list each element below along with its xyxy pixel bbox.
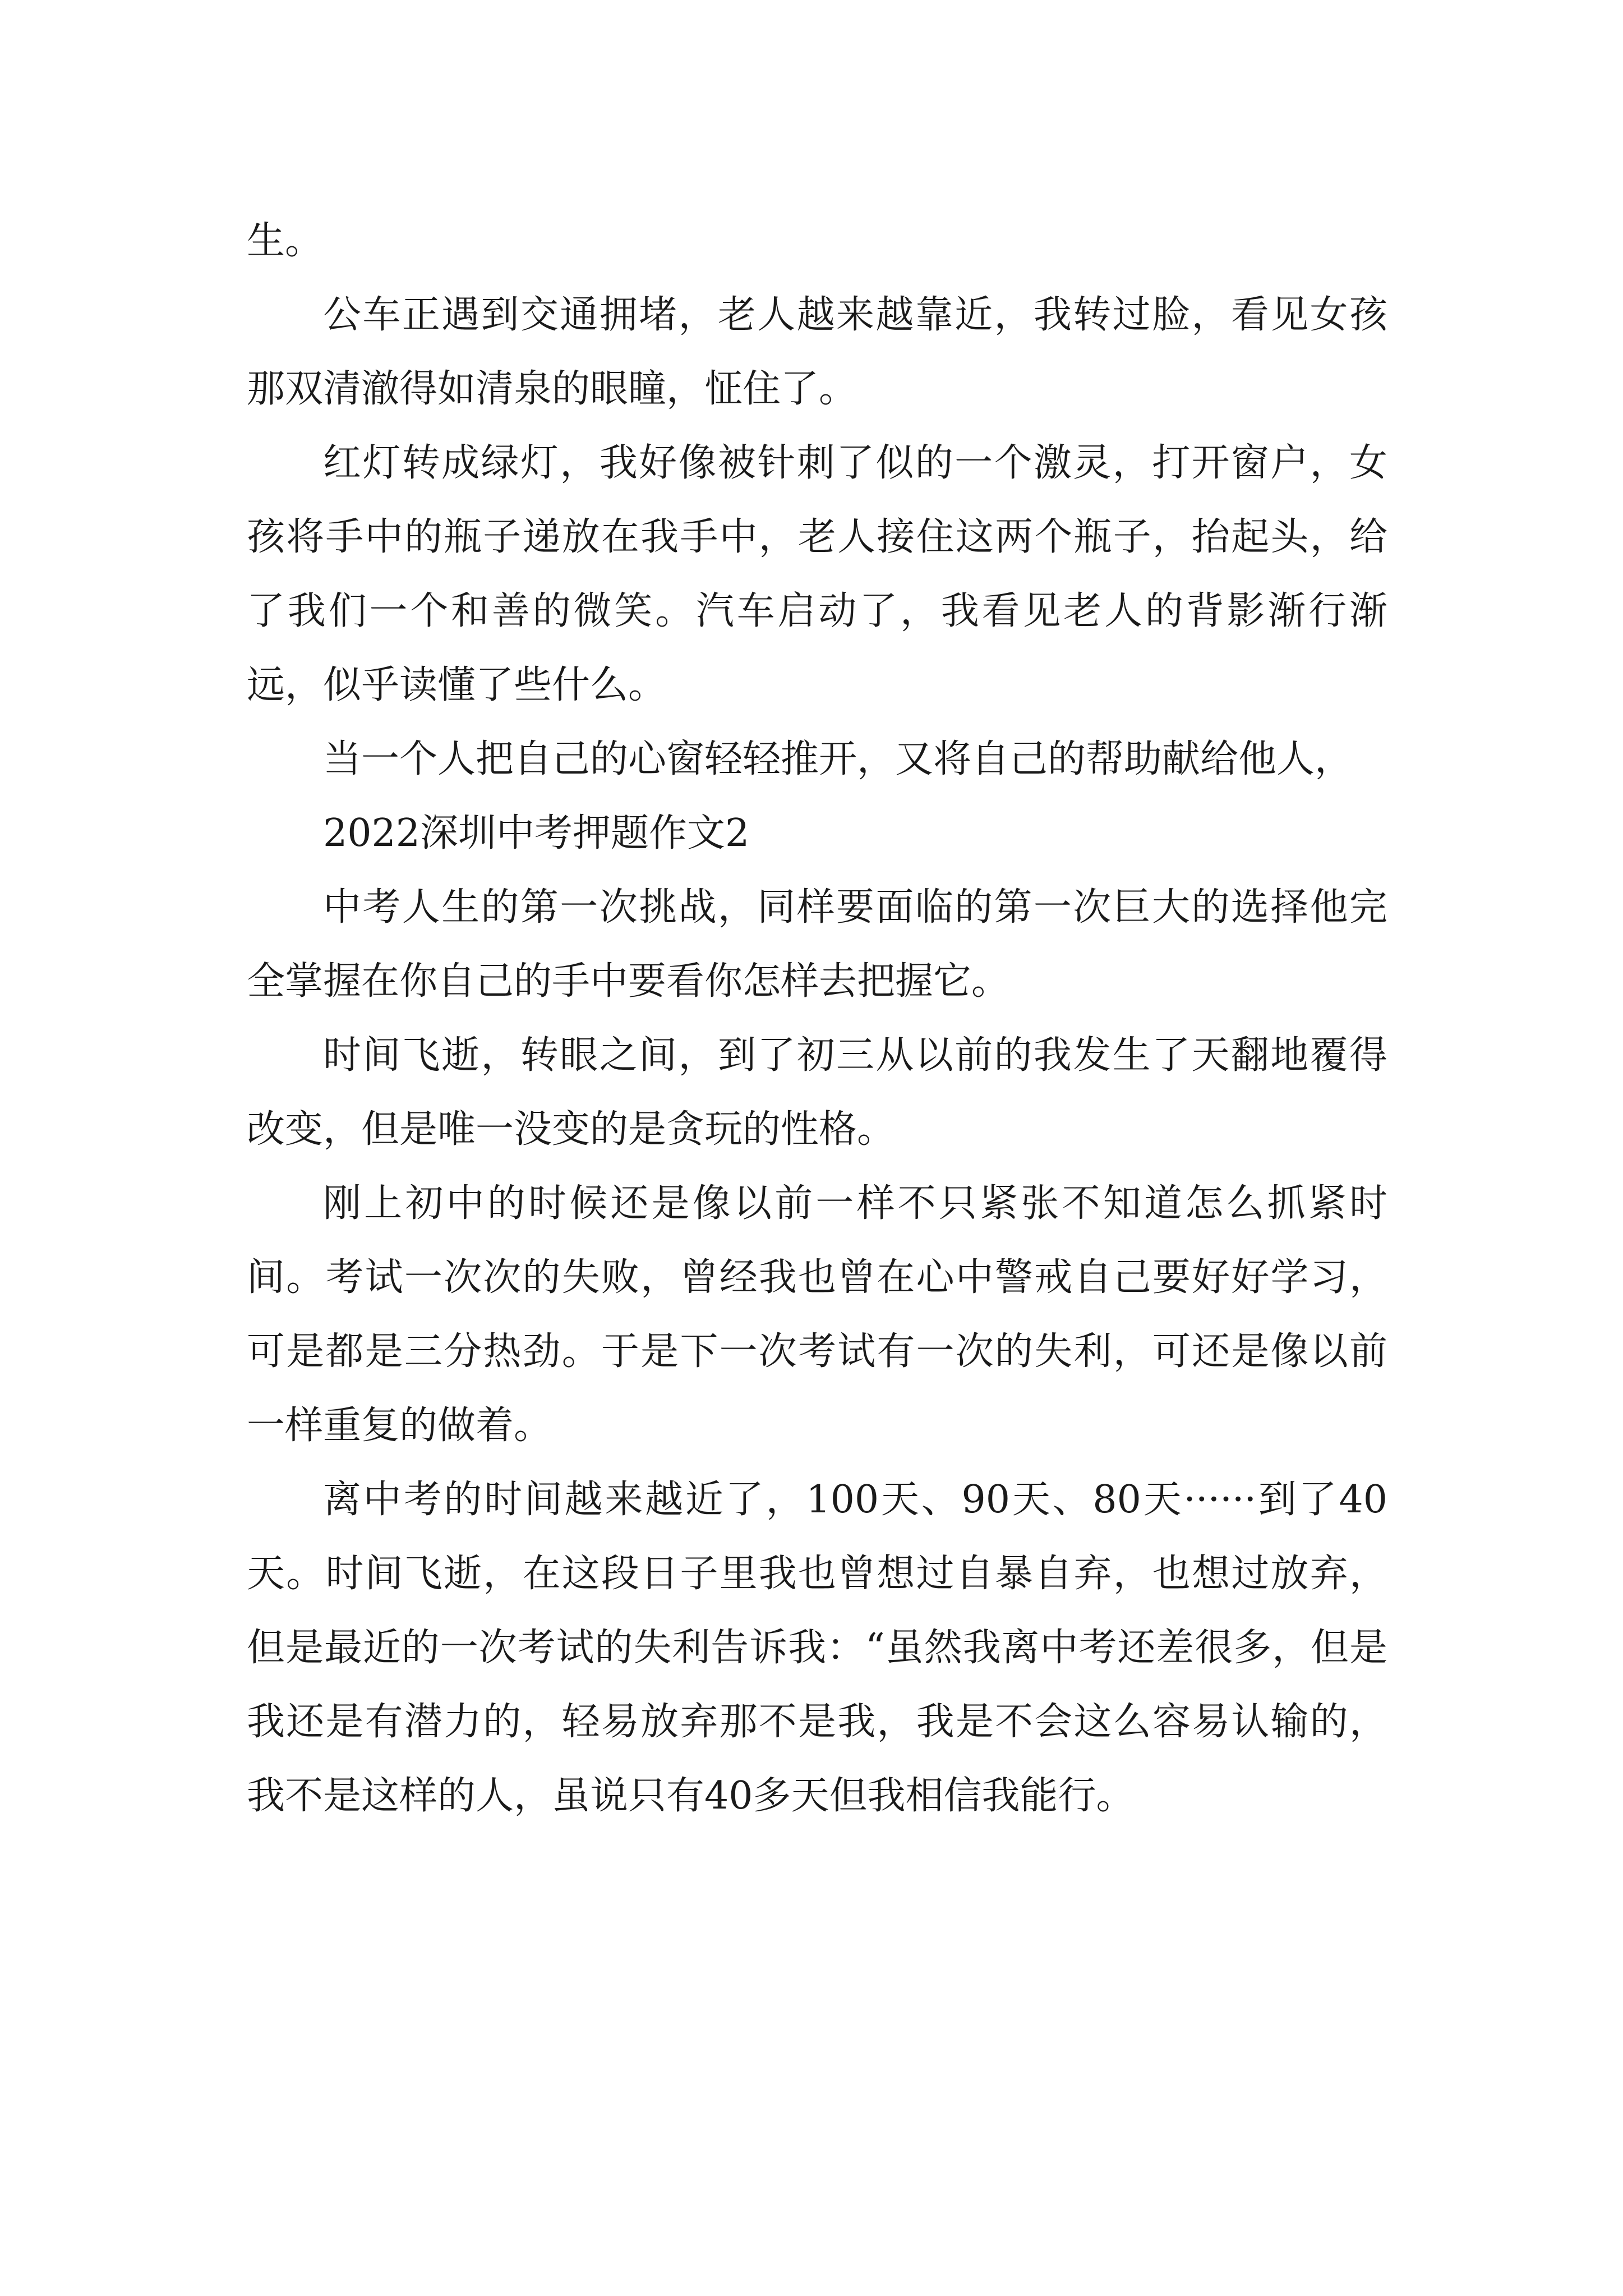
paragraph: 当一个人把自己的心窗轻轻推开，又将自己的帮助献给他人， [323, 737, 1353, 781]
paragraph: 离中考的时间越来越近了，100天、90天、80天······到了40天。时间飞逝，在这段日子里我也曾想过自暴自弃，也想过放弃，但是最近的一次考试的失利告诉我：“虽然我离中考还差很多，但是我还是有潜力的，轻易放弃那不是我，我是不会这么容易认输的，我不是这样的人，虽说只有40多天但我相信我能行。 [247, 1478, 1387, 1818]
paragraph-continuation: 生。 [247, 219, 324, 263]
essay-title: 2022深圳中考押题作文2 [323, 811, 750, 855]
paragraph: 红灯转成绿灯，我好像被针刺了似的一个激灵，打开窗户，女孩将手中的瓶子递放在我手中，老人接住这两个瓶子，抬起头，给了我们一个和善的微笑。汽车启动了，我看见老人的背影渐行渐远，似乎读懂了些什么。 [247, 441, 1387, 707]
paragraph: 公车正遇到交通拥堵，老人越来越靠近，我转过脸，看见女孩那双清澈得如清泉的眼瞳，怔住了。 [247, 293, 1387, 411]
paragraph: 时间飞逝，转眼之间，到了初三从以前的我发生了天翻地覆得改变，但是唯一没变的是贪玩的性格。 [247, 1033, 1387, 1152]
document-body [247, 204, 1387, 1833]
paragraph: 刚上初中的时候还是像以前一样不只紧张不知道怎么抓紧时间。考试一次次的失败，曾经我也曾在心中警戒自己要好好学习，可是都是三分热劲。于是下一次考试有一次的失利，可还是像以前一样重复的做着。 [247, 1181, 1387, 1448]
paragraph: 中考人生的第一次挑战，同样要面临的第一次巨大的选择他完全掌握在你自己的手中要看你怎样去把握它。 [247, 885, 1387, 1004]
